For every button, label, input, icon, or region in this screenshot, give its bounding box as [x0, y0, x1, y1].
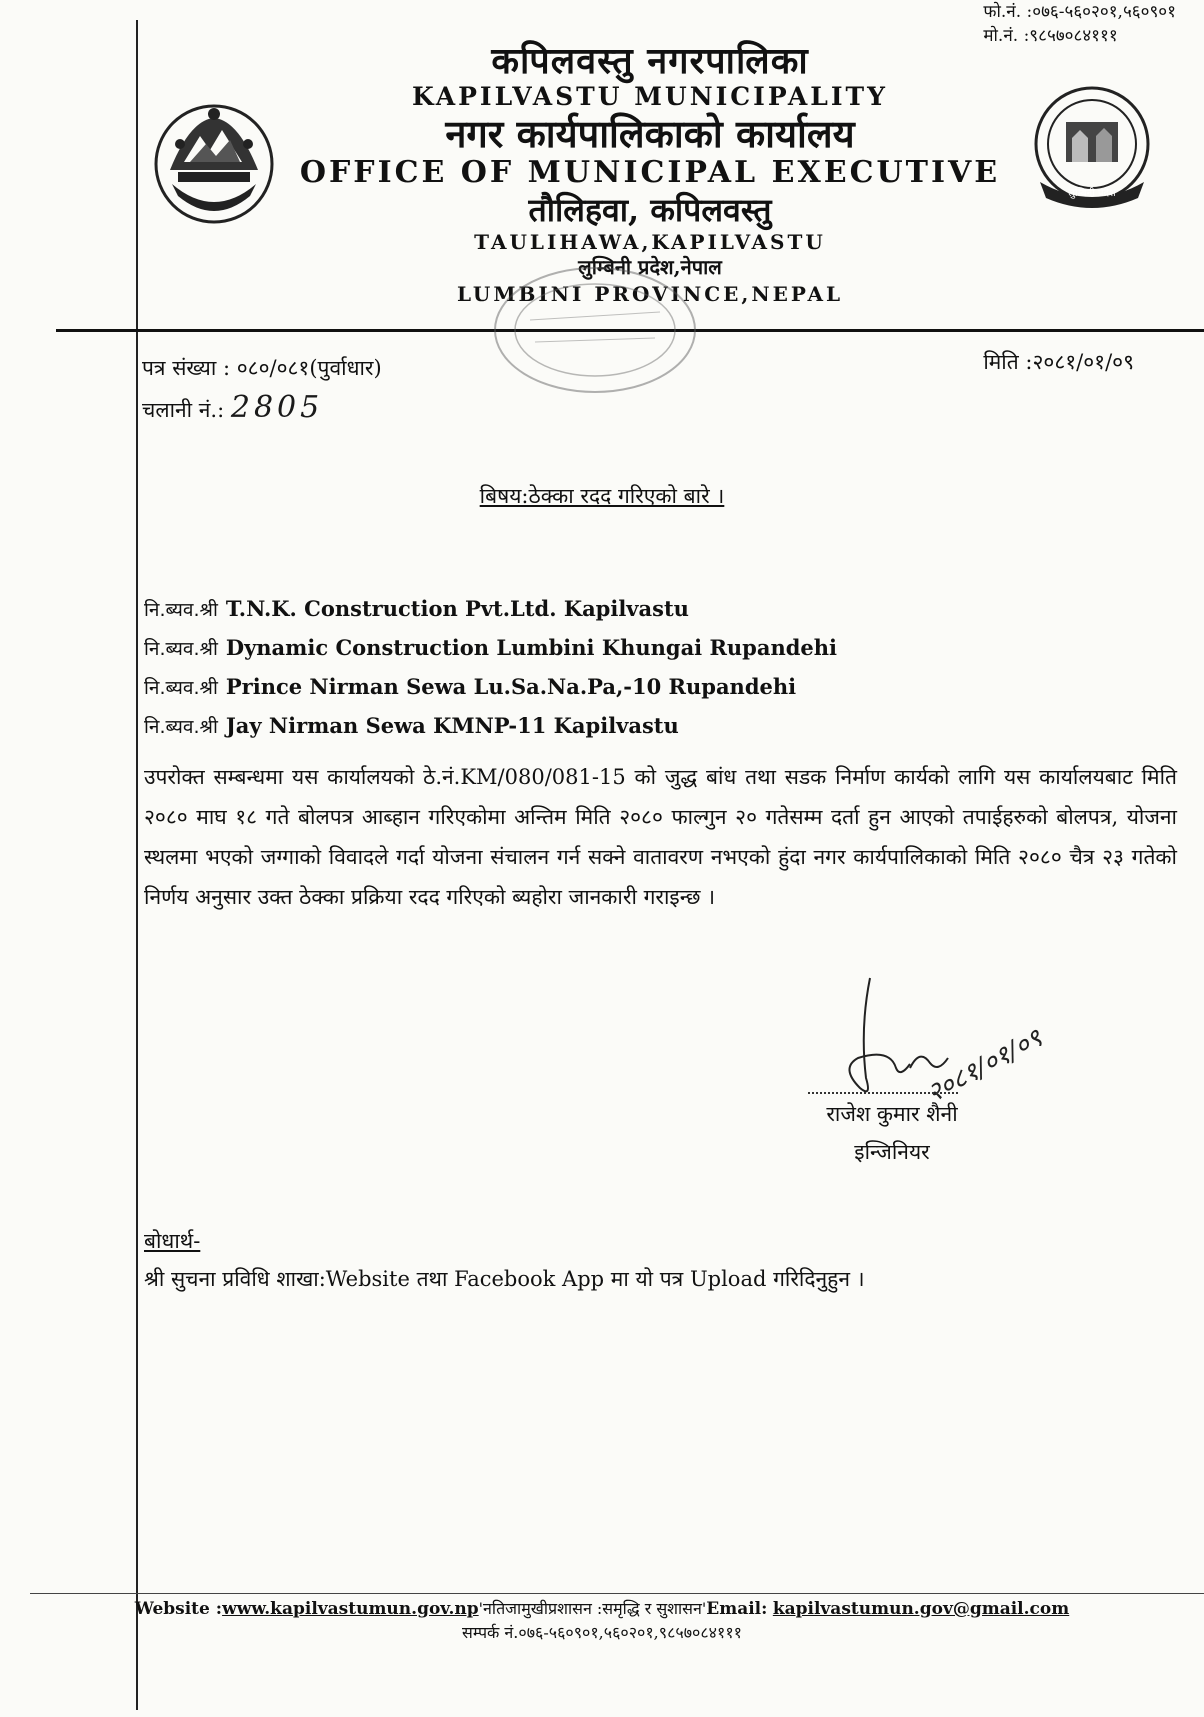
signature-dotted-line — [808, 1092, 958, 1094]
email-label: Email: — [706, 1599, 768, 1619]
recipient-item — [144, 629, 837, 668]
mobile-number: मो.नं. :९८५७०८४१११ — [983, 26, 1118, 46]
recipient-prefix: नि.ब्यव.श्री — [144, 599, 218, 621]
recipient-prefix: नि.ब्यव.श्री — [144, 677, 218, 699]
website-link[interactable]: www.kapilvastumun.gov.np — [222, 1599, 479, 1619]
nepal-emblem-icon — [150, 100, 278, 228]
recipient-item — [144, 668, 837, 707]
letter-body: उपरोक्त सम्बन्धमा यस कार्यालयको ठे.नं.KM/080/081-15 को जुद्ध बांध तथा सडक निर्माण कार्यको लागि यस कार्यालयबाट मिति २०८० माघ १८ गते बोलपत्र आब्हान गरिएकोमा अन्तिम मिति २०८० फाल्गुन २० गतेसम्म दर्ता हुन आएको तपाईहरुको बोलपत्र, योजना स्थलमा भएको जग्गाको विवादले गर्दा योजना संचालन गर्न सक्ने वातावरण नभएको हुंदा नगर कार्यपालिकाको मिति २०८० चैत्र २३ गतेको निर्णय अनुसार उक्त ठेक्का प्रक्रिया रदद गरिएको ब्यहोरा जानकारी गराइन्छ । — [144, 765, 1177, 909]
reference-block — [142, 348, 382, 430]
signer-name: राजेश कुमार शैनी — [826, 1102, 958, 1126]
patra-sankhya — [142, 348, 382, 388]
cc-label: बोधार्थ- — [144, 1229, 201, 1253]
recipient-name: Prince Nirman Sewa Lu.Sa.Na.Pa,-10 Rupandehi — [225, 674, 797, 699]
municipality-name-en: KAPILVASTU MUNICIPALITY — [412, 82, 888, 111]
recipient-item — [144, 590, 837, 629]
recipient-prefix: नि.ब्यव.श्री — [144, 638, 218, 660]
seal-banner: लुम्बिनी प्रदेश — [1068, 188, 1116, 199]
municipality-name-ne: कपिलवस्तु नगरपालिका — [491, 40, 809, 82]
patra-label: पत्र संख्या — [142, 356, 217, 380]
recipient-item — [144, 707, 837, 746]
letter-date — [983, 348, 1134, 376]
website-label: Website : — [134, 1599, 223, 1619]
office-name-en: OFFICE OF MUNICIPAL EXECUTIVE — [299, 155, 1001, 190]
date-label: मिति — [983, 350, 1019, 374]
office-name-ne: नगर कार्यपालिकाको कार्यालय — [445, 111, 855, 156]
recipient-name: T.N.K. Construction Pvt.Ltd. Kapilvastu — [225, 596, 689, 621]
subject-line — [0, 482, 1204, 510]
cc-text: श्री सुचना प्रविधि शाखा:Website तथा Facebook App मा यो पत्र Upload गरिदिनुहुन । — [144, 1267, 865, 1291]
footer-line-1 — [0, 1597, 1204, 1621]
cc-block — [144, 1222, 865, 1298]
signer-block — [812, 1095, 972, 1171]
footer-contact: सम्पर्क नं.०७६-५६०९०१,५६०२०१,९८५७०८४१११ — [462, 1623, 742, 1642]
place-ne: तौलिहवा, कपिलवस्तु — [528, 191, 772, 229]
recipient-name: Jay Nirman Sewa KMNP-11 Kapilvastu — [225, 713, 679, 738]
chalani-number — [142, 388, 382, 430]
place-en: TAULIHAWA,KAPILVASTU — [474, 230, 826, 254]
signature-date: २०८१/०१/०९ — [922, 1023, 1048, 1109]
recipient-prefix: नि.ब्यव.श्री — [144, 716, 218, 738]
recipient-list — [144, 590, 837, 746]
signer-title: इन्जिनियर — [854, 1140, 930, 1164]
footer-divider — [30, 1593, 1204, 1594]
chalani-value: 2805 — [230, 390, 324, 425]
patra-value: : ०८०/०८१(पुर्वाधार) — [222, 356, 382, 380]
municipality-seal-icon — [1022, 82, 1162, 212]
recipient-name: Dynamic Construction Lumbini Khungai Rupandehi — [225, 635, 838, 660]
province-ne: लुम्बिनी प्रदेश,नेपाल — [578, 255, 722, 279]
email-link[interactable]: kapilvastumun.gov@gmail.com — [772, 1599, 1070, 1619]
office-stamp-icon — [480, 250, 710, 410]
left-margin-line — [136, 20, 138, 1710]
date-value: :२०८१/०१/०९ — [1025, 350, 1134, 374]
footer-slogan: 'नतिजामुखीप्रशासन :समृद्धि र सुशासन' — [478, 1599, 707, 1618]
province-en: LUMBINI PROVINCE,NEPAL — [456, 282, 844, 306]
subject-text: बिषय:ठेक्का रदद गरिएको बारे । — [479, 484, 725, 508]
phone-number: फो.नं. :०७६-५६०२०१,५६०९०१ — [983, 2, 1176, 22]
chalani-label: चलानी नं.: — [142, 398, 225, 422]
footer — [0, 1597, 1204, 1645]
